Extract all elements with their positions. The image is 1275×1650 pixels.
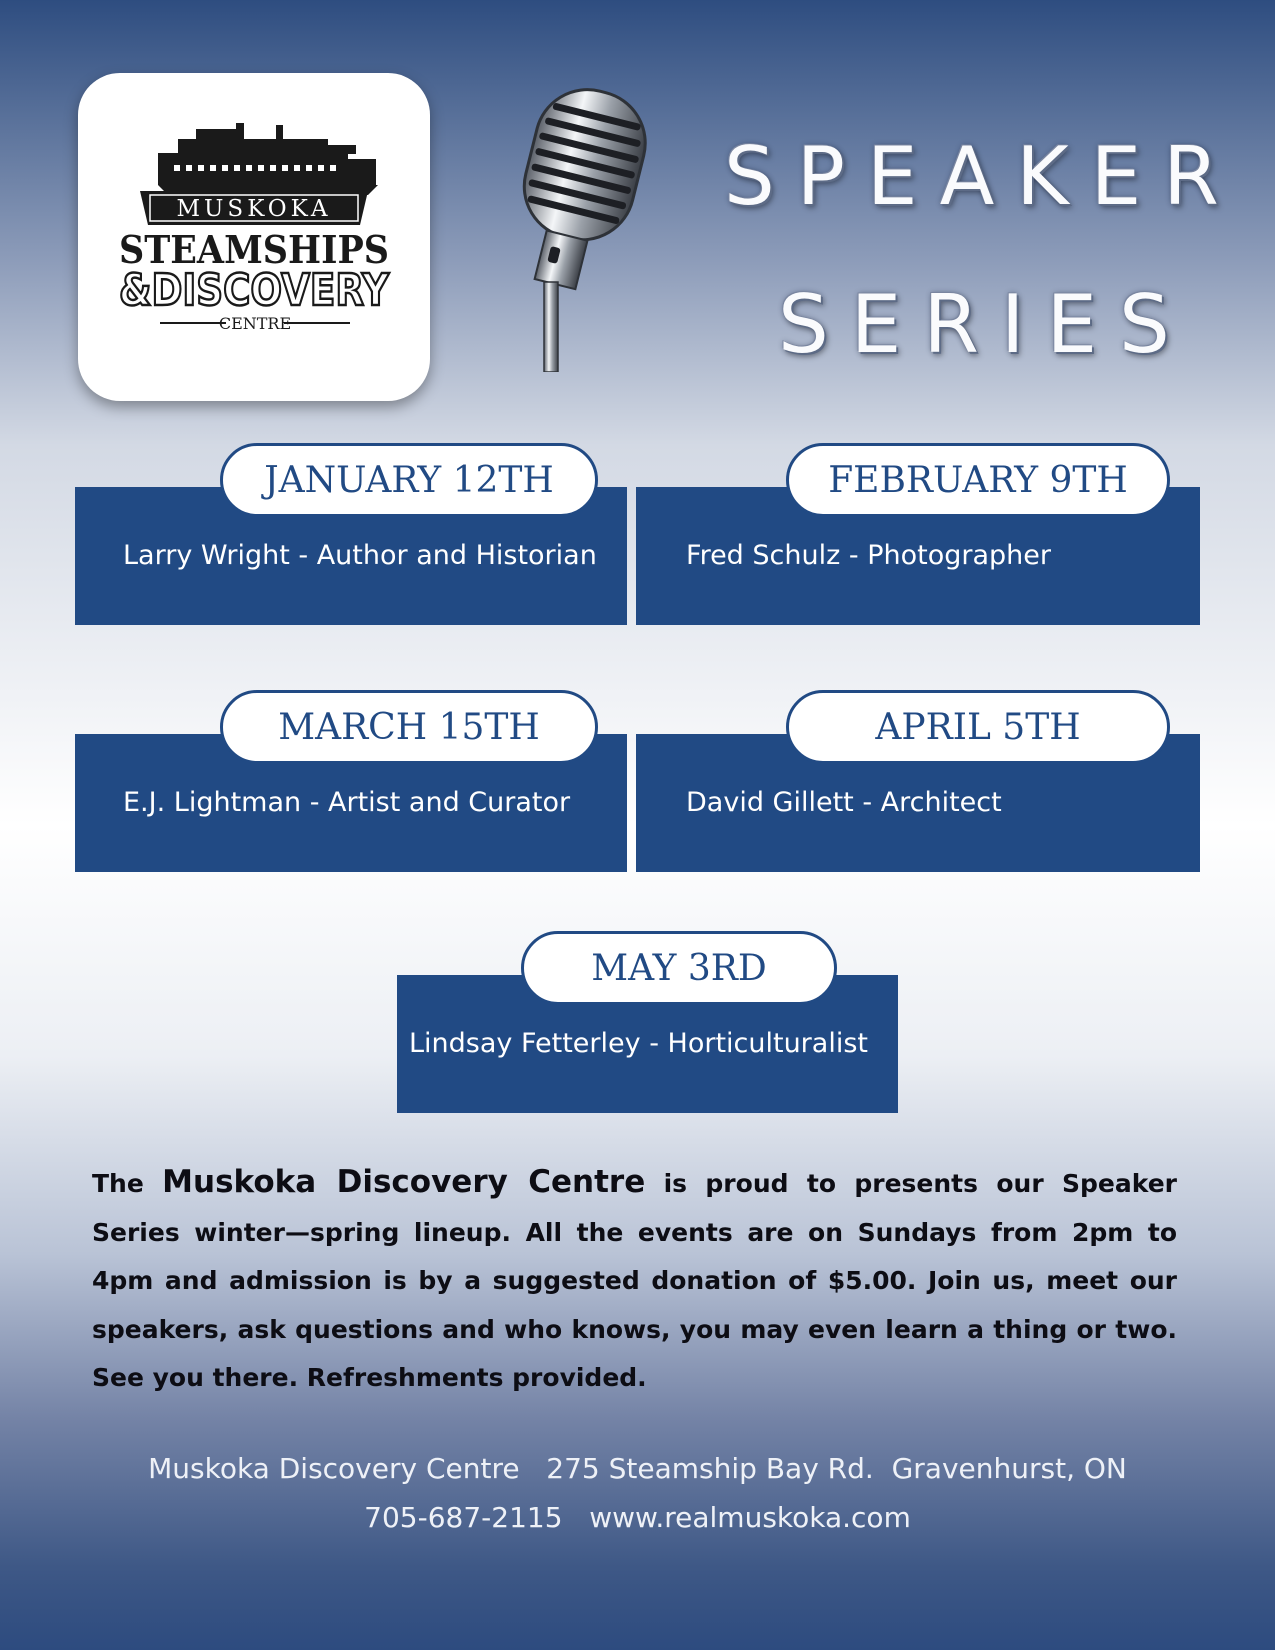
- title-speaker: SPEAKER: [724, 130, 1241, 223]
- steamship-logo: [78, 73, 430, 401]
- description-paragraph: [92, 1158, 1177, 1403]
- event-speaker: E.J. Lightman - Artist and Curator: [123, 787, 571, 818]
- logo-centre: CENTRE: [218, 314, 292, 333]
- description-org: Muskoka Discovery Centre: [162, 1164, 646, 1200]
- event-speaker: David Gillett - Architect: [686, 787, 1002, 818]
- event-date-tab: APRIL 5TH: [786, 690, 1170, 764]
- logo-discovery: &DISCOVERY: [119, 265, 390, 316]
- footer-contact: 705-687-2115 www.realmuskoka.com: [364, 1501, 911, 1534]
- description-lead: The: [92, 1169, 144, 1198]
- event-date-tab: MAY 3RD: [521, 931, 837, 1005]
- logo-steamships: STEAMSHIPS: [119, 227, 389, 272]
- description-rest: is proud to presents our Speaker Series winter—spring lineup. All the events are on Sundays from 2pm to 4pm and admission is by a suggested donation of $5.00. Join us, meet our speakers, ask questions and who knows, you may even learn a thing or two. See you there. Refreshments provided.: [92, 1169, 1177, 1392]
- event-speaker: Lindsay Fetterley - Horticulturalist: [409, 1028, 868, 1059]
- event-date-tab: FEBRUARY 9TH: [786, 443, 1170, 517]
- microphone-icon: [500, 82, 670, 372]
- event-speaker: Larry Wright - Author and Historian: [123, 540, 597, 571]
- logo-card: [78, 73, 430, 401]
- footer-address: Muskoka Discovery Centre 275 Steamship Bay Rd. Gravenhurst, ON: [148, 1452, 1127, 1485]
- title-series: SERIES: [778, 278, 1192, 371]
- event-speaker: Fred Schulz - Photographer: [686, 540, 1051, 571]
- event-date-tab: MARCH 15TH: [220, 690, 598, 764]
- logo-muskoka: MUSKOKA: [176, 196, 332, 222]
- event-date-tab: JANUARY 12TH: [220, 443, 598, 517]
